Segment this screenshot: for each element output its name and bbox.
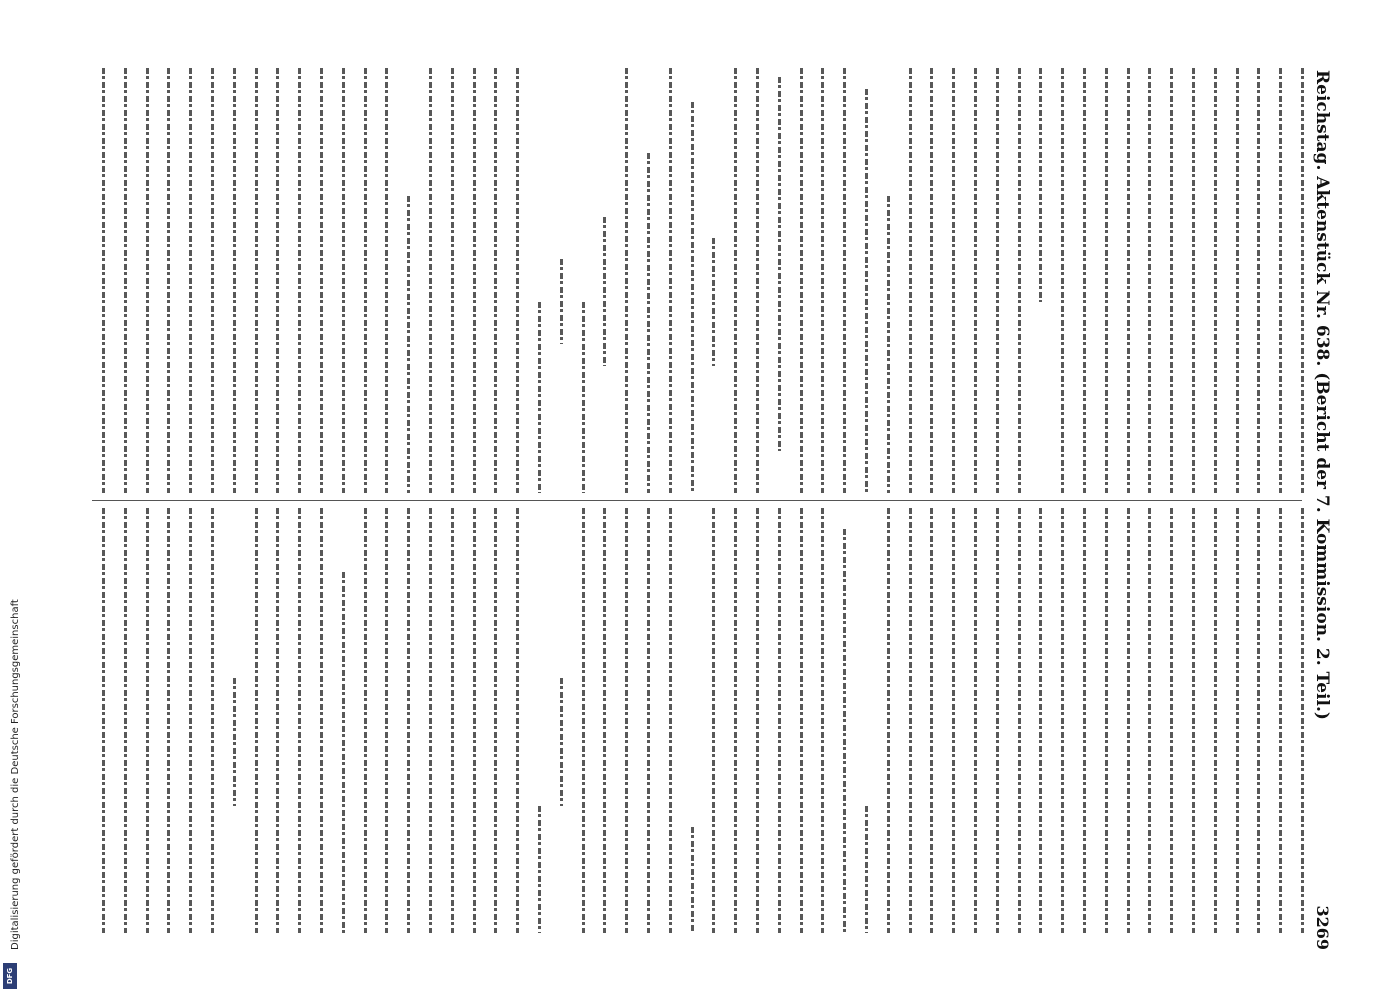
text-line	[1018, 68, 1021, 493]
text-line	[385, 508, 388, 933]
text-line	[800, 508, 803, 933]
text-line	[843, 529, 846, 933]
text-line	[1257, 508, 1260, 933]
text-line	[1148, 508, 1151, 933]
text-line	[1039, 508, 1042, 933]
text-line	[385, 68, 388, 493]
text-line	[1279, 68, 1282, 493]
text-line	[691, 827, 694, 933]
text-line	[276, 508, 279, 933]
text-line	[582, 508, 585, 933]
text-line	[451, 508, 454, 933]
text-line	[952, 508, 955, 933]
text-line	[320, 508, 323, 933]
text-line	[996, 508, 999, 933]
text-line	[494, 68, 497, 493]
text-line	[952, 68, 955, 493]
text-line	[974, 508, 977, 933]
text-line	[1148, 68, 1151, 493]
text-line	[734, 68, 737, 493]
text-line	[800, 68, 803, 493]
text-line	[1214, 508, 1217, 933]
text-line	[1105, 508, 1108, 933]
text-line	[1170, 68, 1173, 493]
text-line	[1127, 68, 1130, 493]
text-line	[451, 68, 454, 493]
text-line	[930, 508, 933, 933]
text-line	[255, 68, 258, 493]
credit-text: Digitalisierung gefördert durch die Deutsche Forschungsgemeinschaft	[10, 599, 21, 950]
text-line	[603, 217, 606, 366]
text-line	[821, 508, 824, 933]
text-line	[1192, 68, 1195, 493]
text-line	[124, 508, 127, 933]
text-line	[342, 572, 345, 933]
text-line	[647, 153, 650, 493]
text-line	[712, 508, 715, 933]
text-line	[909, 68, 912, 493]
text-line	[1236, 68, 1239, 493]
text-line	[1301, 68, 1304, 493]
text-line	[1018, 508, 1021, 933]
text-line	[473, 68, 476, 493]
text-line	[647, 508, 650, 933]
text-line	[516, 68, 519, 493]
text-line	[189, 68, 192, 493]
text-line	[778, 77, 781, 451]
text-line	[843, 68, 846, 493]
text-line	[233, 68, 236, 493]
text-line	[494, 508, 497, 933]
text-line	[1279, 508, 1282, 933]
text-line	[865, 89, 868, 493]
text-line	[1127, 508, 1130, 933]
text-line	[1061, 68, 1064, 493]
text-line	[712, 238, 715, 366]
text-line	[887, 196, 890, 494]
text-line	[865, 806, 868, 934]
text-line	[887, 508, 890, 933]
text-line	[516, 508, 519, 933]
text-line	[407, 196, 410, 494]
text-line	[669, 68, 672, 493]
text-line	[778, 508, 781, 933]
dfg-logo-icon	[3, 963, 17, 989]
running-title: Reichstag. Aktenstück Nr. 638. (Bericht der 7. Kommission. 2. Teil.)	[1312, 70, 1332, 720]
text-line	[407, 508, 410, 933]
text-line	[669, 508, 672, 933]
text-line	[1083, 508, 1086, 933]
text-line	[603, 508, 606, 933]
text-line	[298, 68, 301, 493]
text-column-upper	[85, 68, 1305, 493]
text-line	[429, 508, 432, 933]
page-number: 3269	[1313, 905, 1332, 950]
text-line	[211, 508, 214, 933]
text-line	[255, 508, 258, 933]
text-line	[102, 508, 105, 933]
text-line	[364, 508, 367, 933]
text-line	[538, 806, 541, 934]
text-line	[189, 508, 192, 933]
text-line	[974, 68, 977, 493]
text-line	[1192, 508, 1195, 933]
text-line	[582, 302, 585, 493]
text-line	[909, 508, 912, 933]
text-line	[211, 68, 214, 493]
text-line	[320, 68, 323, 493]
credit-strip	[0, 0, 20, 1000]
column-divider	[92, 500, 1302, 501]
text-line	[167, 68, 170, 493]
text-line	[342, 68, 345, 493]
text-line	[429, 68, 432, 493]
text-line	[298, 508, 301, 933]
text-column-lower	[85, 508, 1305, 933]
text-line	[1170, 508, 1173, 933]
text-line	[146, 508, 149, 933]
text-line	[124, 68, 127, 493]
text-line	[167, 508, 170, 933]
text-line	[1301, 508, 1304, 933]
text-line	[1083, 68, 1086, 493]
text-line	[756, 68, 759, 493]
text-line	[930, 68, 933, 493]
text-line	[821, 68, 824, 493]
text-line	[276, 68, 279, 493]
text-line	[734, 508, 737, 933]
text-line	[538, 302, 541, 493]
text-line	[625, 68, 628, 493]
text-line	[146, 68, 149, 493]
text-line	[1257, 68, 1260, 493]
text-line	[1061, 508, 1064, 933]
text-line	[1039, 68, 1042, 302]
text-line	[1214, 68, 1217, 493]
text-line	[1105, 68, 1108, 493]
text-line	[756, 508, 759, 933]
text-line	[473, 508, 476, 933]
text-line	[364, 68, 367, 493]
text-line	[102, 68, 105, 493]
text-line	[996, 68, 999, 493]
text-line	[560, 678, 563, 806]
text-line	[560, 259, 563, 344]
text-line	[233, 678, 236, 806]
text-line	[625, 508, 628, 933]
text-line	[1236, 508, 1239, 933]
running-header	[1310, 70, 1340, 950]
dfg-logo-text: DFG	[6, 967, 14, 985]
text-line	[691, 102, 694, 493]
